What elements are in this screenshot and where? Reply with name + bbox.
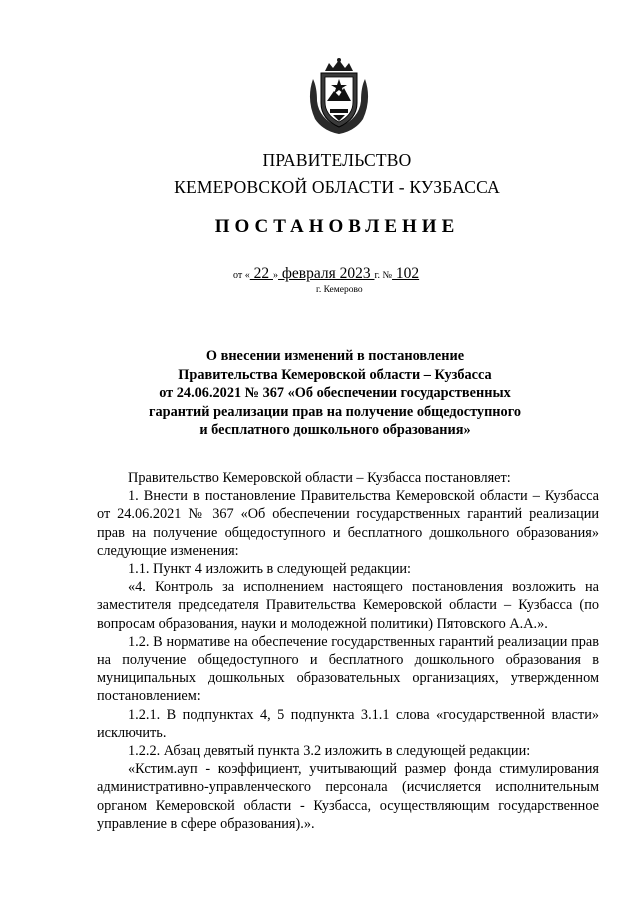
- number-sign: №: [382, 270, 393, 281]
- body-paragraph: 1.1. Пункт 4 изложить в следующей редакции:: [128, 561, 411, 578]
- body-paragraph: 1. Внести в постановление Правительства Кемеровской области – Кузбасса от 24.06.2021 № 367 «Об обеспечении государственных гарантий реализации прав на получение общедоступного и бесплатного дошкольного образования» следующие изменения:: [97, 488, 599, 559]
- date-sep: »: [273, 270, 278, 281]
- document-heading: [95, 347, 575, 440]
- date-month-year: февраля 2023: [278, 265, 375, 282]
- document-type-title: ПОСТАНОВЛЕНИЕ: [214, 216, 460, 237]
- year-suffix: г.: [374, 270, 380, 281]
- heading-line: и бесплатного дошкольного образования»: [199, 422, 471, 438]
- date-number-line: [233, 265, 419, 283]
- document-body: [97, 469, 599, 833]
- date-prefix: от «: [233, 270, 250, 281]
- city-label: г. Кемерово: [316, 285, 363, 295]
- body-paragraph: «Кстим.ауп - коэффициент, учитывающий размер фонда стимулирования административно-управленческого персонала (исчисляется исполнительным органом Кемеровской области - Кузбасса, осуществляющим государственное управление в сфере образования).».: [97, 761, 599, 832]
- body-paragraph: 1.2.2. Абзац девятый пункта 3.2 изложить в следующей редакции:: [128, 743, 531, 760]
- heading-line: от 24.06.2021 № 367 «Об обеспечении государственных: [159, 385, 511, 401]
- body-paragraph: «4. Контроль за исполнением настоящего постановления возложить на заместителя председателя Правительства Кемеровской области – Кузбасса (по вопросам образования, науки и молодежной политики) Пятовского А.А.».: [97, 579, 599, 632]
- org-name-line2: КЕМЕРОВСКОЙ ОБЛАСТИ - КУЗБАССА: [174, 177, 500, 197]
- body-paragraph: 1.2.1. В подпунктах 4, 5 подпункта 3.1.1 слова «государственной власти» исключить.: [97, 706, 599, 741]
- body-paragraph: 1.2. В нормативе на обеспечение государственных гарантий реализации прав на получение общедоступного и бесплатного дошкольного образования в муниципальных дошкольных образовательных организациях, утвержденном постановлением:: [97, 633, 599, 705]
- coat-of-arms-icon: [303, 57, 375, 135]
- body-paragraph: Правительство Кемеровской области – Кузбасса постановляет:: [128, 470, 511, 486]
- heading-line: гарантий реализации прав на получение общедоступного: [149, 403, 521, 420]
- heading-line: Правительства Кемеровской области – Кузбасса: [178, 366, 492, 383]
- document-number: 102: [392, 265, 420, 282]
- date-day: 22: [249, 265, 273, 282]
- heading-line: О внесении изменений в постановление: [205, 348, 465, 364]
- org-name-line1: ПРАВИТЕЛЬСТВО: [262, 150, 412, 170]
